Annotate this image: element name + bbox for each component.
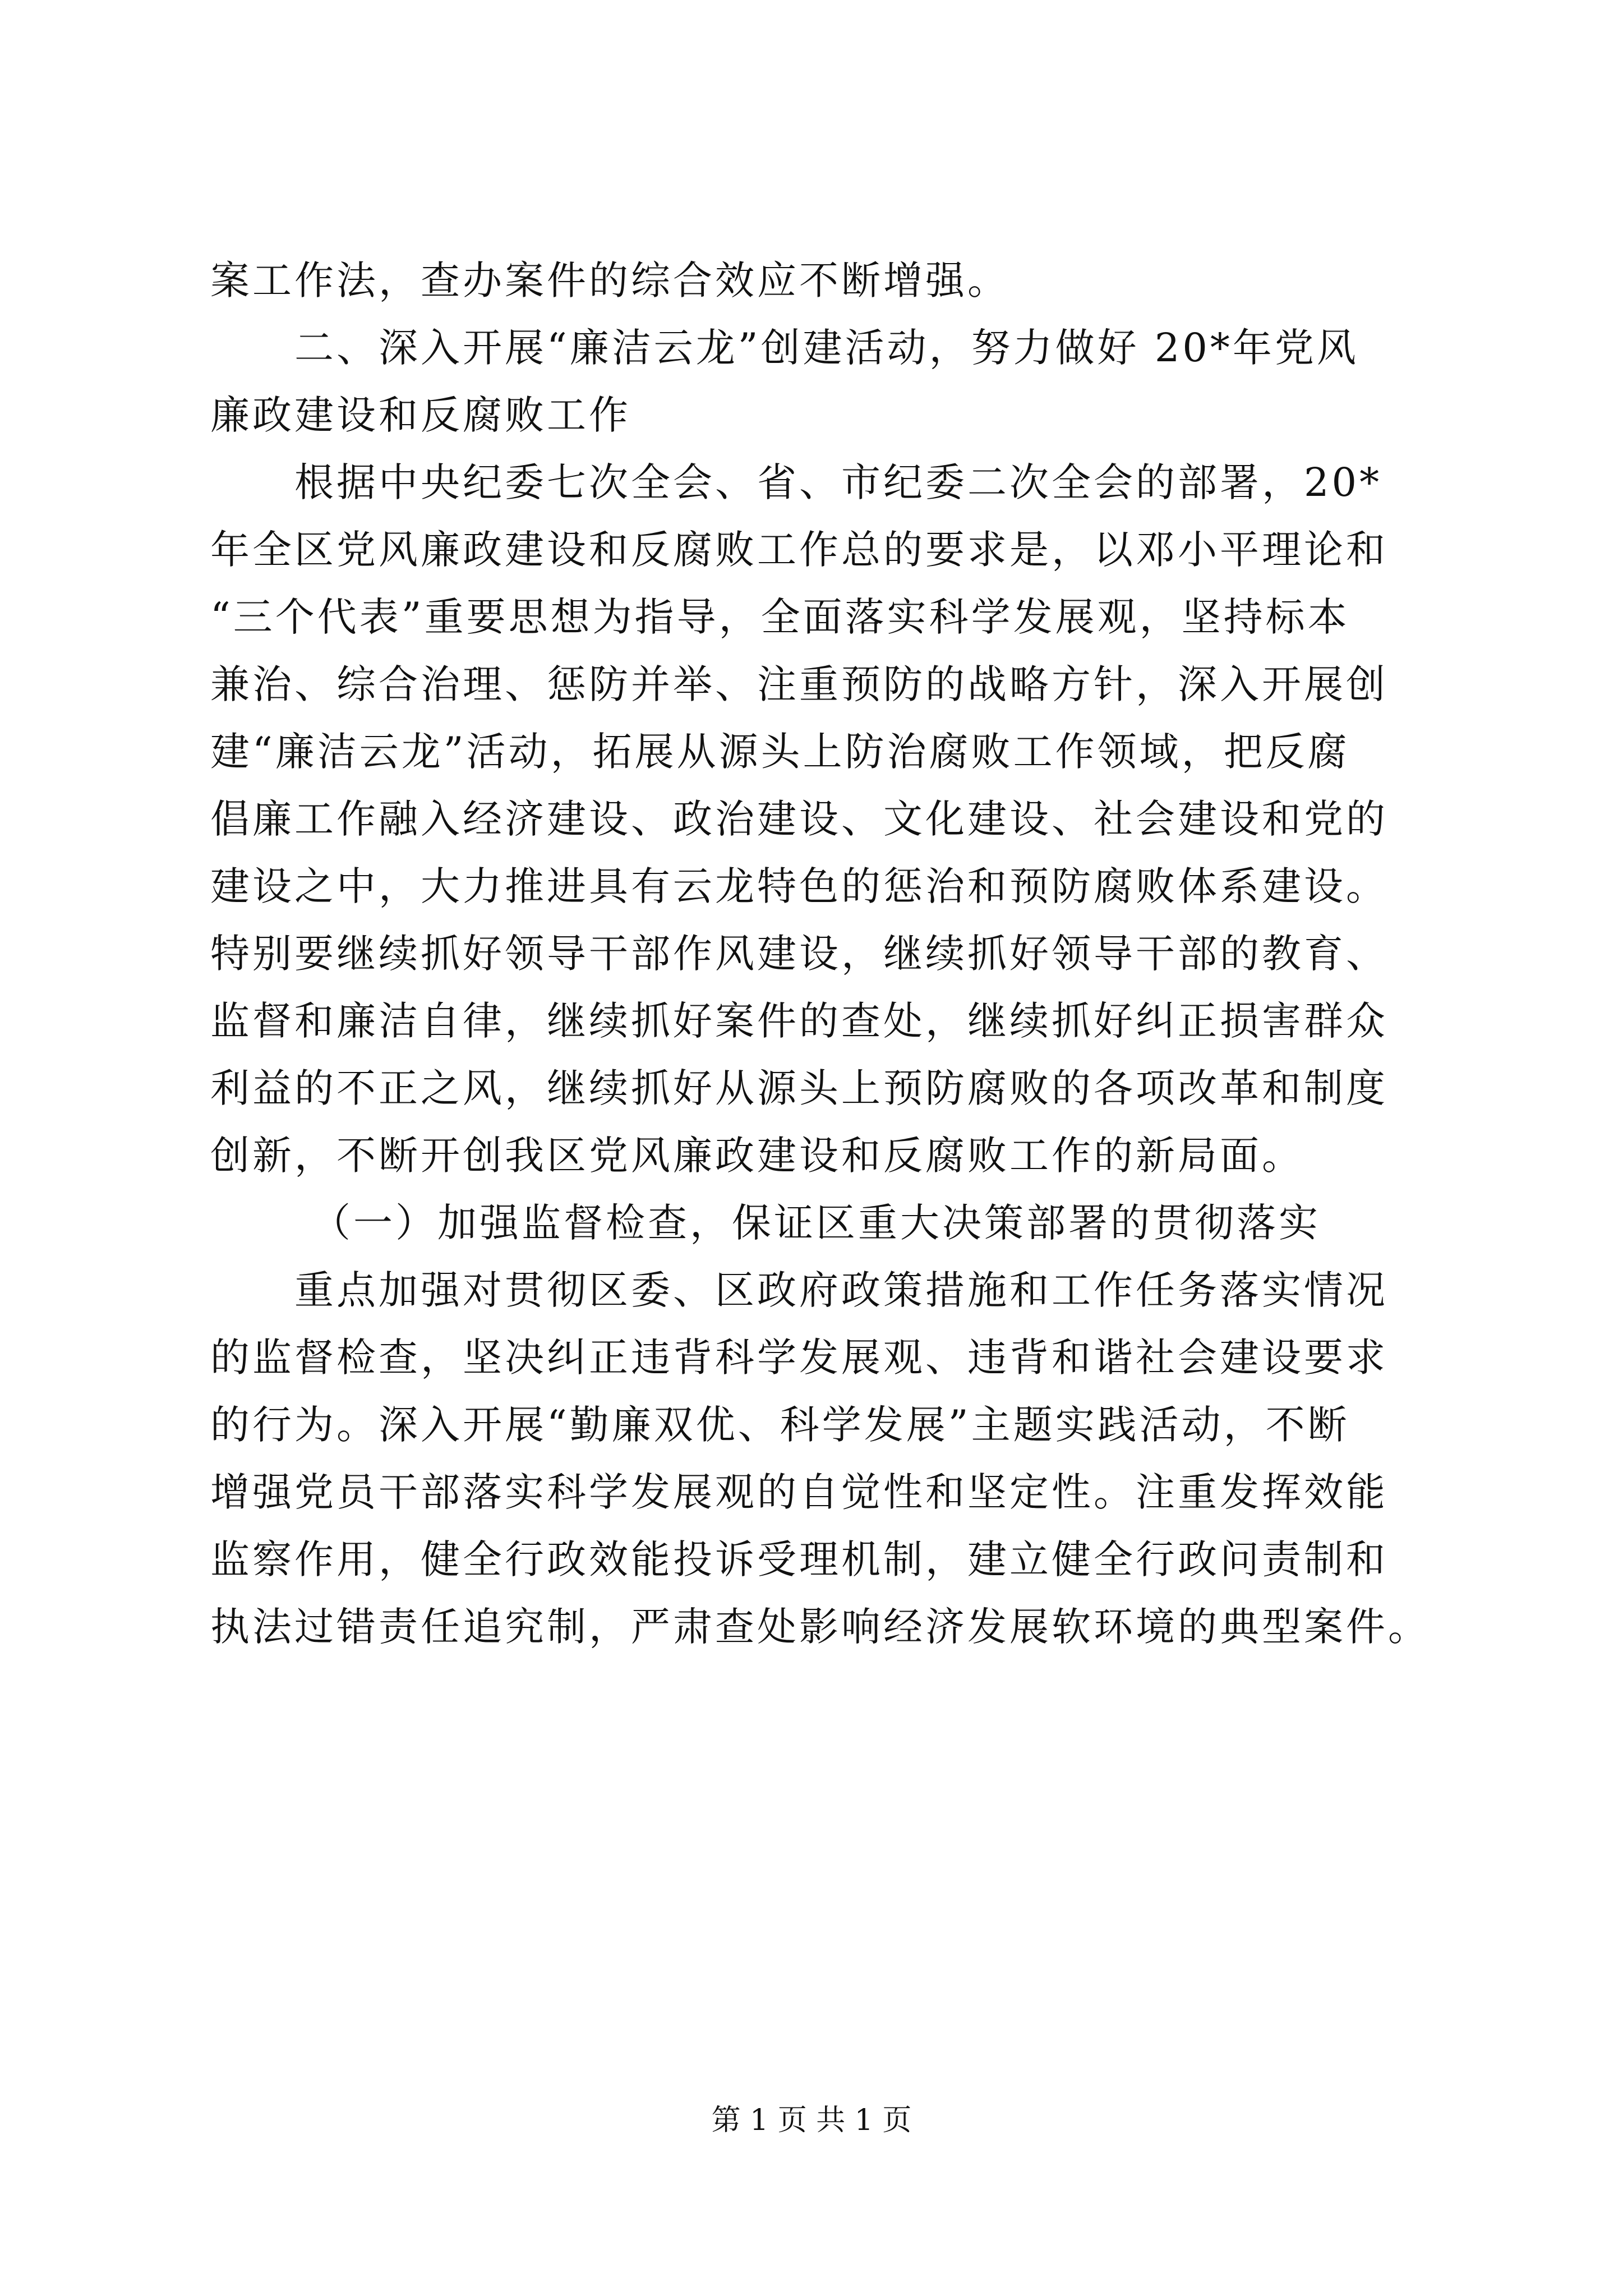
text-line: 的行为。深入开展“勤廉双优、科学发展”主题实践活动，不断 [210, 1402, 1350, 1448]
text-line: 监察作用，健全行政效能投诉受理机制，建立健全行政问责制和 [210, 1536, 1388, 1582]
text-line: 执法过错责任追究制，严肃查处影响经济发展软环境的典型案件。 [210, 1604, 1430, 1650]
text-line: 建“廉洁云龙”活动，拓展从源头上防治腐败工作领域，把反腐 [210, 729, 1350, 775]
text-line: 的监督检查，坚决纠正违背科学发展观、违背和谐社会建设要求 [210, 1335, 1388, 1381]
text-line: 根据中央纪委七次全会、省、市纪委二次全会的部署，20* [294, 459, 1382, 505]
text-line: 倡廉工作融入经济建设、政治建设、文化建设、社会建设和党的 [210, 796, 1388, 842]
text-line: 兼治、综合治理、惩防并举、注重预防的战略方针，深入开展创 [210, 661, 1388, 707]
text-line: 增强党员干部落实科学发展观的自觉性和坚定性。注重发挥效能 [210, 1469, 1388, 1515]
text-line: 特别要继续抓好领导干部作风建设，继续抓好领导干部的教育、 [210, 931, 1388, 977]
page-footer: 第 1 页 共 1 页 [711, 2104, 912, 2137]
text-line: 利益的不正之风，继续抓好从源头上预防腐败的各项改革和制度 [210, 1065, 1388, 1111]
text-line: 监督和廉洁自律，继续抓好案件的查处，继续抓好纠正损害群众 [210, 998, 1388, 1044]
section-heading-continued: 廉政建设和反腐败工作 [210, 392, 631, 438]
text-line: 建设之中，大力推进具有云龙特色的惩治和预防腐败体系建设。 [210, 863, 1388, 909]
text-line: 创新，不断开创我区党风廉政建设和反腐败工作的新局面。 [210, 1133, 1304, 1179]
text-line: 重点加强对贯彻区委、区政府政策措施和工作任务落实情况 [294, 1267, 1388, 1313]
text-line: 案工作法，查办案件的综合效应不断增强。 [210, 257, 1009, 303]
section-heading: 二、深入开展“廉洁云龙”创建活动，努力做好 20*年党风 [294, 325, 1359, 371]
text-line: 年全区党风廉政建设和反腐败工作总的要求是，以邓小平理论和 [210, 527, 1388, 573]
subsection-heading: （一）加强监督检查，保证区重大决策部署的贯彻落实 [311, 1200, 1321, 1246]
text-line: “三个代表”重要思想为指导，全面落实科学发展观，坚持标本 [210, 594, 1350, 640]
document-body [210, 247, 1430, 1660]
